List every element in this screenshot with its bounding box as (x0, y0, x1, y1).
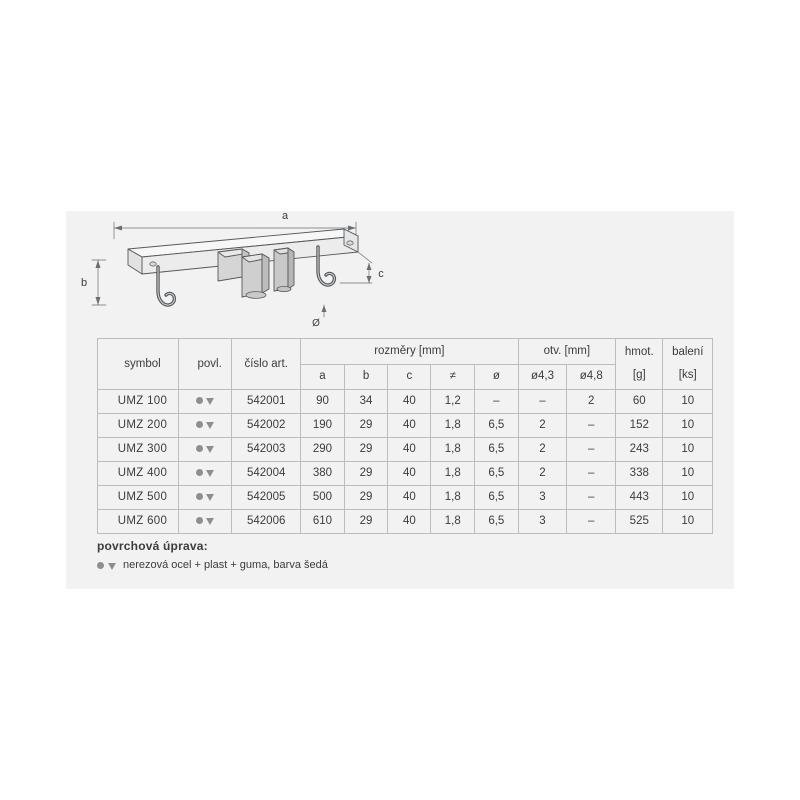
cell-b: 34 (344, 390, 387, 414)
coating-marks (196, 517, 214, 524)
surface-treatment-note (97, 539, 597, 571)
cell-c: 40 (388, 438, 431, 462)
cell-baleni: 10 (663, 438, 713, 462)
triangle-mark-icon (206, 398, 214, 405)
cell-b: 29 (344, 438, 387, 462)
cell-hmot: 525 (616, 510, 663, 534)
header-baleni-line1: balení (672, 346, 704, 358)
cell-a: 610 (301, 510, 345, 534)
circle-mark-icon (196, 397, 203, 404)
cell-symbol: UMZ 200 (98, 414, 179, 438)
cell-hole-48: – (567, 486, 616, 510)
cell-hmot: 338 (616, 462, 663, 486)
cell-cislo-art: 542005 (232, 486, 301, 510)
cell-hole-43: 2 (518, 414, 567, 438)
triangle-mark-icon (206, 518, 214, 525)
header-b: b (344, 364, 387, 390)
triangle-mark-icon (206, 422, 214, 429)
cell-baleni: 10 (663, 510, 713, 534)
circle-mark-icon (97, 562, 104, 569)
cell-c: 40 (388, 486, 431, 510)
cell-a: 380 (301, 462, 345, 486)
dimension-label-b: b (80, 277, 88, 289)
product-technical-drawing (66, 205, 466, 340)
dimension-label-a: a (281, 210, 289, 222)
cell-a: 290 (301, 438, 345, 462)
coating-marks (196, 493, 214, 500)
table-row (98, 486, 713, 510)
cell-b: 29 (344, 486, 387, 510)
header-row-1 (98, 339, 713, 365)
cell-hmot: 60 (616, 390, 663, 414)
cell-c: 40 (388, 414, 431, 438)
drawing-svg (66, 205, 466, 340)
cell-hole-48: – (567, 462, 616, 486)
cell-hole-48: – (567, 414, 616, 438)
header-hole-48: ø4,8 (567, 364, 616, 390)
cell-c: 40 (388, 510, 431, 534)
specification-table (97, 338, 713, 534)
cell-c: 40 (388, 390, 431, 414)
cell-symbol: UMZ 300 (98, 438, 179, 462)
dimension-label-diameter: Ø (312, 318, 320, 329)
cell-povl (179, 510, 232, 534)
cell-baleni: 10 (663, 414, 713, 438)
cell-diameter: 6,5 (475, 510, 519, 534)
cell-thickness: 1,8 (431, 438, 475, 462)
cell-thickness: 1,8 (431, 486, 475, 510)
cell-povl (179, 414, 232, 438)
table-row (98, 462, 713, 486)
cell-thickness: 1,8 (431, 462, 475, 486)
cell-povl (179, 462, 232, 486)
cell-diameter: 6,5 (475, 438, 519, 462)
cell-thickness: 1,8 (431, 510, 475, 534)
table-row (98, 390, 713, 414)
circle-mark-icon (196, 445, 203, 452)
cell-hole-43: 3 (518, 486, 567, 510)
coating-marks (196, 445, 214, 452)
coating-marks (196, 397, 214, 404)
coating-marks (196, 469, 214, 476)
cell-baleni: 10 (663, 390, 713, 414)
cell-hole-43: 3 (518, 510, 567, 534)
cell-symbol: UMZ 100 (98, 390, 179, 414)
header-baleni-line2: [ks] (678, 369, 697, 381)
cell-diameter: 6,5 (475, 414, 519, 438)
table-head (98, 339, 713, 390)
circle-mark-icon (196, 421, 203, 428)
note-line (97, 559, 597, 571)
cell-hole-43: – (518, 390, 567, 414)
cell-cislo-art: 542006 (232, 510, 301, 534)
header-thickness: ≠ (431, 364, 475, 390)
cell-povl (179, 390, 232, 414)
cell-hole-43: 2 (518, 438, 567, 462)
cell-symbol: UMZ 500 (98, 486, 179, 510)
cell-cislo-art: 542003 (232, 438, 301, 462)
triangle-mark-icon (108, 563, 116, 570)
cell-symbol: UMZ 400 (98, 462, 179, 486)
cell-b: 29 (344, 510, 387, 534)
circle-mark-icon (196, 469, 203, 476)
cell-a: 190 (301, 414, 345, 438)
header-hole-43: ø4,3 (518, 364, 567, 390)
cell-symbol: UMZ 600 (98, 510, 179, 534)
triangle-mark-icon (206, 470, 214, 477)
header-hmot-line1: hmot. (624, 346, 654, 358)
header-a: a (301, 364, 345, 390)
header-cislo-art: číslo art. (232, 339, 301, 390)
table-row (98, 414, 713, 438)
table-body (98, 390, 713, 534)
header-c: c (388, 364, 431, 390)
cell-hmot: 243 (616, 438, 663, 462)
cell-baleni: 10 (663, 462, 713, 486)
cell-povl (179, 486, 232, 510)
cell-hole-43: 2 (518, 462, 567, 486)
circle-mark-icon (196, 493, 203, 500)
cell-hole-48: – (567, 438, 616, 462)
header-hmot (616, 339, 663, 390)
cell-thickness: 1,2 (431, 390, 475, 414)
circle-mark-icon (196, 517, 203, 524)
cell-cislo-art: 542004 (232, 462, 301, 486)
table-row (98, 438, 713, 462)
cell-b: 29 (344, 462, 387, 486)
cell-a: 90 (301, 390, 345, 414)
header-rozmery: rozměry [mm] (301, 339, 519, 365)
note-title: povrchová úprava: (97, 539, 208, 553)
header-symbol: symbol (98, 339, 179, 390)
cell-a: 500 (301, 486, 345, 510)
cell-c: 40 (388, 462, 431, 486)
cell-thickness: 1,8 (431, 414, 475, 438)
cell-diameter: 6,5 (475, 486, 519, 510)
cell-hmot: 443 (616, 486, 663, 510)
header-povl: povl. (179, 339, 232, 390)
cell-hole-48: 2 (567, 390, 616, 414)
cell-hmot: 152 (616, 414, 663, 438)
dimension-label-c: c (378, 268, 384, 280)
header-hmot-line2: [g] (632, 369, 646, 381)
cell-povl (179, 438, 232, 462)
cell-cislo-art: 542002 (232, 414, 301, 438)
cell-hole-48: – (567, 510, 616, 534)
header-otv: otv. [mm] (518, 339, 615, 365)
cell-baleni: 10 (663, 486, 713, 510)
triangle-mark-icon (206, 446, 214, 453)
specification-table-wrap (97, 338, 713, 534)
cell-cislo-art: 542001 (232, 390, 301, 414)
header-diameter: ø (475, 364, 519, 390)
table-row (98, 510, 713, 534)
header-baleni (663, 339, 713, 390)
triangle-mark-icon (206, 494, 214, 501)
cell-diameter: – (475, 390, 519, 414)
coating-marks (196, 421, 214, 428)
cell-diameter: 6,5 (475, 462, 519, 486)
cell-b: 29 (344, 414, 387, 438)
note-text: nerezová ocel + plast + guma, barva šedá (123, 559, 328, 571)
